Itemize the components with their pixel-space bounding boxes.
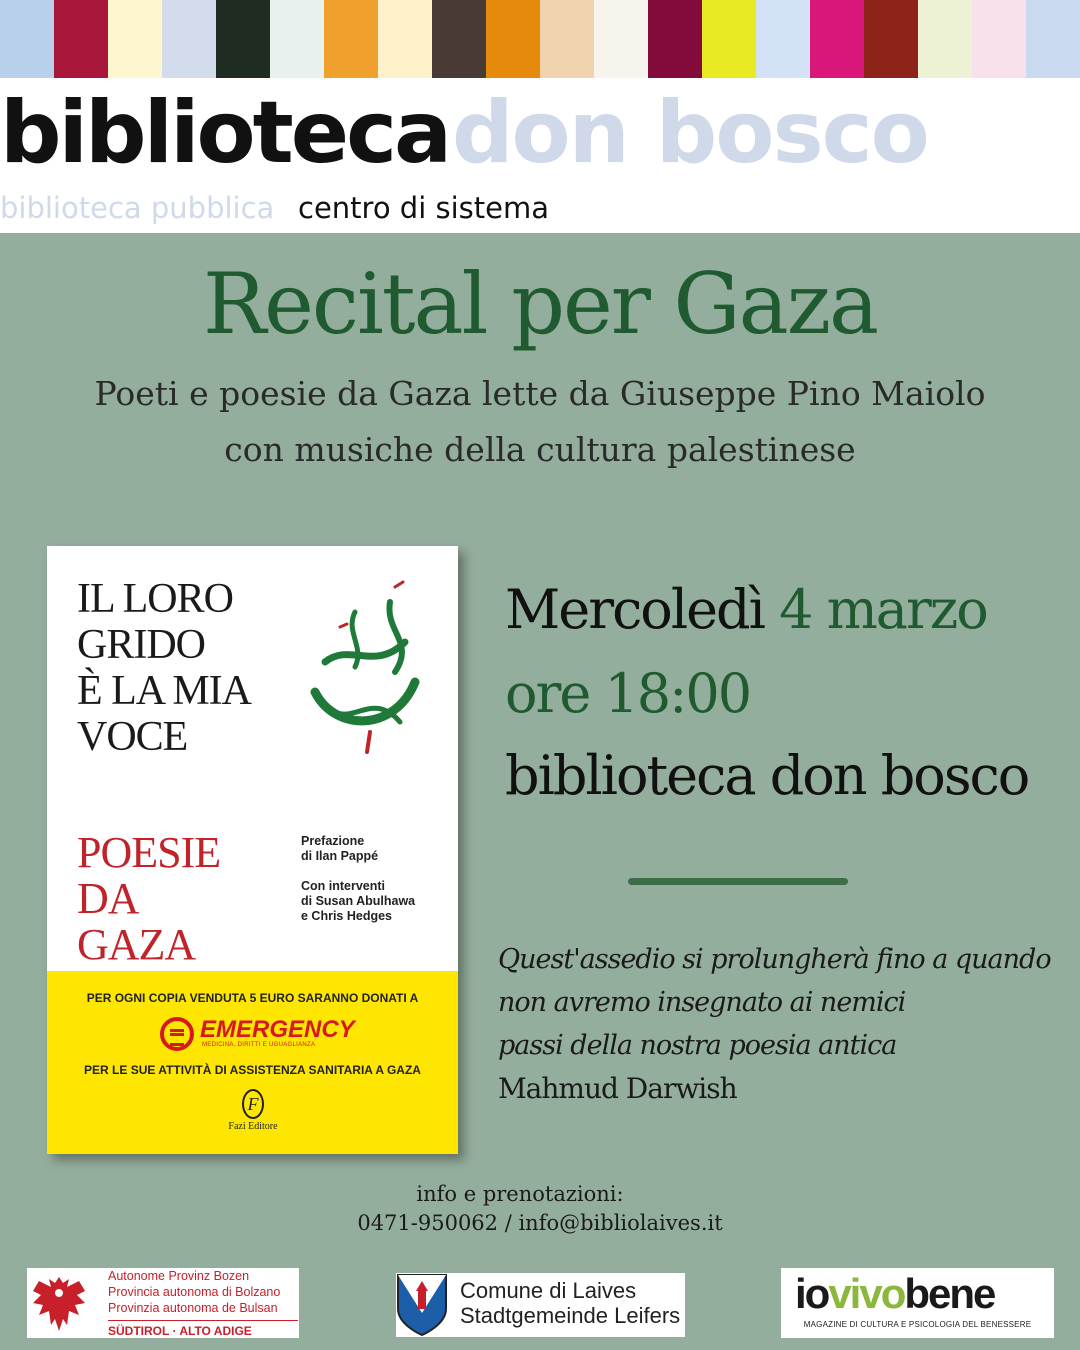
- province-logo: [27, 1268, 299, 1338]
- magazine-brand-vivo: vivo: [828, 1270, 905, 1317]
- quote-line3: passi della nostra poesia antica: [498, 1030, 897, 1061]
- publisher-name: Fazi Editore: [228, 1121, 278, 1132]
- info-contact[interactable]: 0471-950062 / info@bibliolaives.it: [357, 1211, 723, 1235]
- magazine-brand-bene: bene: [904, 1270, 995, 1317]
- province-line1: Autonome Provinz Bozen: [108, 1269, 250, 1283]
- banner-subtitle-light: biblioteca pubblica: [0, 191, 275, 225]
- color-stripe: [162, 0, 216, 78]
- color-stripe: [0, 0, 54, 78]
- coat-of-arms-icon: [396, 1273, 448, 1337]
- event-day: Mercoledì: [505, 578, 764, 641]
- color-stripe: [540, 0, 594, 78]
- magazine-tagline: MAGAZINE DI CULTURA E PSICOLOGIA DEL BENESSERE: [803, 1320, 1032, 1329]
- event-day-date: [505, 580, 987, 639]
- event-title: Recital per Gaza: [202, 255, 878, 353]
- quote-line2: non avremo insegnato ai nemici: [498, 987, 906, 1018]
- banner-subtitle-black: centro di sistema: [298, 191, 549, 225]
- quote-author: Mahmud Darwish: [498, 1072, 737, 1105]
- province-line3: Provinzia autonoma de Bulsan: [108, 1301, 278, 1315]
- color-stripe: [432, 0, 486, 78]
- comune-line1: Comune di Laives: [460, 1278, 637, 1303]
- magazine-logo: [781, 1268, 1054, 1338]
- book-preface: Prefazione di Ilan Pappé: [301, 834, 379, 863]
- color-stripe: [54, 0, 108, 78]
- color-stripe: [108, 0, 162, 78]
- info-label: info e prenotazioni:: [416, 1182, 624, 1206]
- color-stripe: [486, 0, 540, 78]
- banner-title-black: biblioteca: [0, 83, 450, 183]
- quote-line1: Quest'assedio si prolungherà fino a quando: [498, 944, 1051, 975]
- color-stripe: [702, 0, 756, 78]
- color-stripe: [810, 0, 864, 78]
- province-line2: Provincia autonoma di Bolzano: [108, 1285, 281, 1299]
- decorative-divider: [628, 878, 848, 885]
- library-banner: [0, 78, 1080, 233]
- eagle-icon: [29, 1271, 89, 1335]
- book-title: IL LORO GRIDO È LA MIA VOCE: [77, 576, 251, 760]
- purpose-text: PER LE SUE ATTIVITÀ DI ASSISTENZA SANITARIA A GAZA: [84, 1063, 421, 1077]
- book-donation-band: [47, 971, 458, 1154]
- color-stripe: [756, 0, 810, 78]
- book-cover: [47, 546, 458, 1154]
- event-subtitle-line1: Poeti e poesie da Gaza lette da Giuseppe Pino Maiolo: [94, 374, 986, 413]
- color-stripe: [216, 0, 270, 78]
- emergency-icon: [160, 1017, 194, 1051]
- color-stripe: [270, 0, 324, 78]
- color-stripe: [1026, 0, 1080, 78]
- color-stripe: [594, 0, 648, 78]
- event-time: ore 18:00: [505, 662, 751, 725]
- color-stripe: [864, 0, 918, 78]
- book-subtitle: POESIE DA GAZA: [77, 828, 221, 969]
- book-contributors: Con interventi di Susan Abulhawa e Chris Hedges: [301, 879, 416, 923]
- province-line4: SÜDTIROL · ALTO ADIGE: [108, 1324, 252, 1338]
- fazi-icon: F: [242, 1089, 264, 1119]
- comune-line2: Stadtgemeinde Leifers: [460, 1303, 681, 1328]
- color-stripe: [648, 0, 702, 78]
- province-divider: [108, 1320, 298, 1321]
- color-stripe: [972, 0, 1026, 78]
- emergency-name: EMERGENCY: [200, 1016, 355, 1043]
- banner-title-light: don bosco: [452, 83, 928, 183]
- color-stripe: [918, 0, 972, 78]
- color-stripe: [324, 0, 378, 78]
- emergency-tagline: MEDICINA, DIRITTI E UGUAGLIANZA: [202, 1042, 316, 1048]
- comune-logo: [396, 1273, 685, 1337]
- color-stripe: [378, 0, 432, 78]
- event-subtitle-line2: con musiche della cultura palestinese: [224, 430, 856, 469]
- event-venue: biblioteca don bosco: [505, 744, 1029, 807]
- emergency-logo: [160, 1016, 355, 1053]
- magazine-brand: [795, 1272, 994, 1316]
- magazine-brand-io: io: [795, 1270, 829, 1317]
- event-date: 4 marzo: [779, 578, 987, 641]
- arabic-calligraphy-icon: [295, 572, 435, 762]
- publisher-logo: [223, 1089, 283, 1132]
- color-stripes: [0, 0, 1080, 78]
- donation-text: PER OGNI COPIA VENDUTA 5 EURO SARANNO DONATI A: [86, 991, 419, 1005]
